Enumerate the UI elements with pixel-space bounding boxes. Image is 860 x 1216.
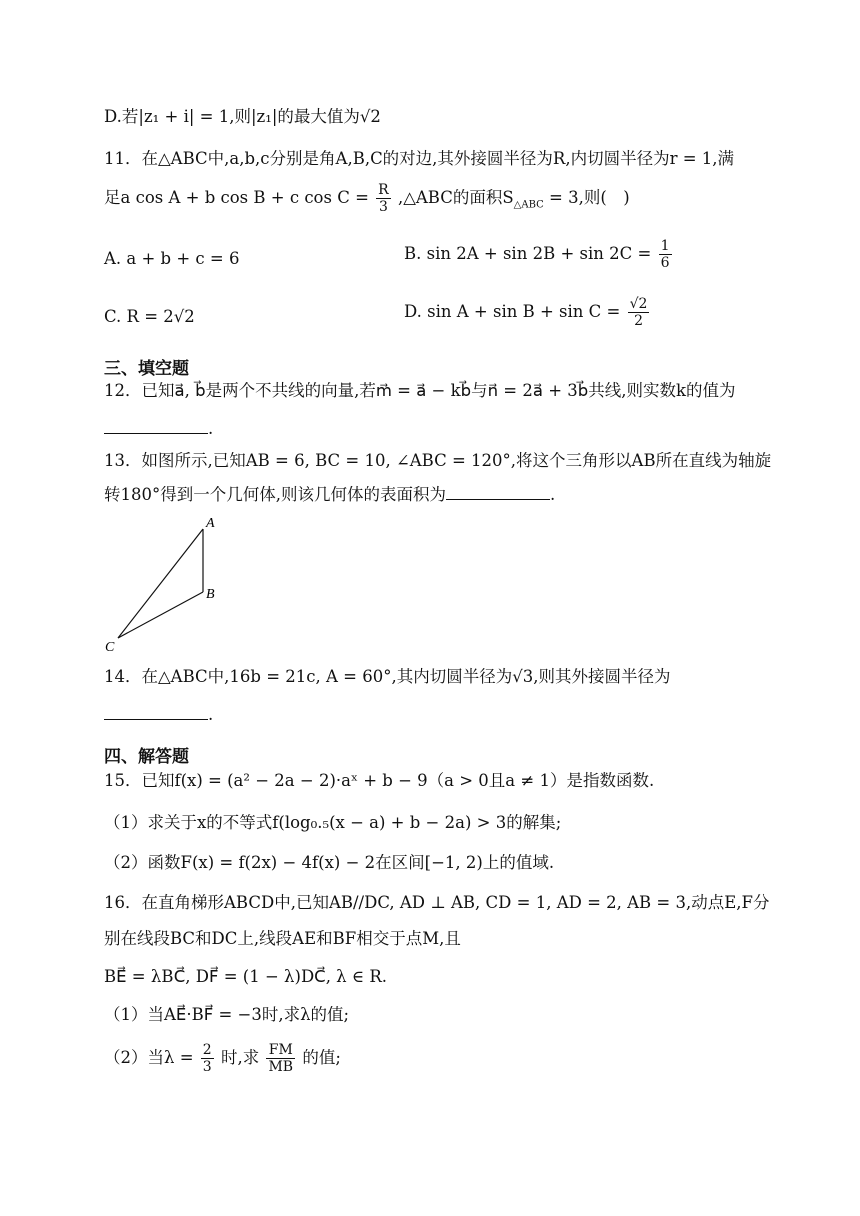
q13-blank (446, 485, 550, 500)
q14-answer-line (104, 704, 213, 726)
segment-ac (118, 529, 203, 638)
q16-stem-line1: 16．在直角梯形ABCD中,已知AB//DC, AD ⊥ AB, CD = 1, AD = 2, AB = 3,动点E,F分 (104, 893, 770, 912)
q11-stem-line1: 11．在△ABC中,a,b,c分别是角A,B,C的对边,其外接圆半径为R,内切圆半径为r = 1,满 (104, 149, 735, 168)
q16-part2-a: （2）当λ = (104, 1048, 194, 1067)
q16-part2-den2: MB (268, 1059, 294, 1075)
q11-option-c: C. R = 2√2 (104, 307, 195, 326)
vertex-label-a: A (206, 516, 215, 531)
q16-stem-line2: 别在线段BC和DC上,线段AE和BF相交于点M,且 (104, 929, 461, 948)
q12-stem: 12．已知a⃗, b⃗是两个不共线的向量,若m⃗ = a⃗ − kb⃗与n⃗ = 2a⃗ + 3b⃗共线,则实数k的值为 (104, 381, 736, 400)
q16-stem-line3: BE⃗ = λBC⃗, DF⃗ = (1 − λ)DC⃗, λ ∈ R. (104, 967, 388, 986)
q14-period: . (208, 705, 214, 724)
q12-blank (104, 419, 208, 434)
q16-part2-den1: 3 (202, 1059, 212, 1075)
q16-part2-fraction-fm-mb (266, 1042, 295, 1075)
q11-option-b-den: 6 (660, 255, 670, 271)
q14-blank (104, 705, 208, 720)
q10-option-d: D.若|z₁ + i| = 1,则|z₁|的最大值为√2 (104, 107, 381, 126)
q11-option-b-text: B. sin 2A + sin 2B + sin 2C = (404, 244, 652, 263)
q16-part2-fraction-lambda (201, 1042, 214, 1075)
q16-part2-b: 时,求 (220, 1048, 260, 1067)
q11-frac-den: 3 (378, 199, 388, 215)
q11-frac-num: R (378, 182, 389, 198)
q11-option-b (404, 238, 674, 271)
q11-option-a: A. a + b + c = 6 (104, 249, 240, 268)
q15-part2: （2）函数F(x) = f(2x) − 4f(x) − 2在区间[−1, 2)上的值域. (104, 853, 555, 872)
q12-answer-line (104, 418, 213, 440)
triangle-figure (104, 514, 234, 654)
q16-part1: （1）当AE⃗·BF⃗ = −3时,求λ的值; (104, 1005, 350, 1024)
q16-part2-num2: FM (266, 1042, 295, 1059)
q11-option-d (404, 296, 651, 329)
q11-option-d-fraction (628, 296, 650, 329)
q11-option-d-den: 2 (634, 313, 643, 329)
q11-stem-line2-a: 足a cos A + b cos B + c cos C = (104, 188, 369, 207)
q14-stem: 14．在△ABC中,16b = 21c, A = 60°,其内切圆半径为√3,则其外接圆半径为 (104, 667, 671, 686)
q11-stem-line2-b: ,△ABC的面积S (397, 188, 514, 207)
q13-period: . (550, 485, 556, 504)
q13-stem-line1: 13．如图所示,已知AB = 6, BC = 10, ∠ABC = 120°,将这个三角形以AB所在直线为轴旋 (104, 451, 772, 470)
q16-part2 (104, 1042, 341, 1075)
q11-option-b-num: 1 (660, 238, 670, 254)
vertex-label-c: C (105, 640, 115, 654)
q13-stem-line2-a: 转180°得到一个几何体,则该几何体的表面积为 (104, 485, 446, 504)
q11-fraction-r-over-3 (376, 182, 391, 215)
q11-stem-line2-c: = 3,则( ) (543, 188, 630, 207)
section-heading-fill-in: 三、填空题 (104, 359, 189, 379)
q11-option-b-fraction (659, 238, 672, 271)
q11-option-d-text: D. sin A + sin B + sin C = (404, 302, 621, 321)
vertex-label-b: B (206, 587, 215, 602)
section-heading-solutions: 四、解答题 (104, 747, 189, 767)
q13-stem-line2 (104, 484, 555, 506)
q15-part1: （1）求关于x的不等式f(log₀.₅(x − a) + b − 2a) > 3的解集; (104, 813, 562, 832)
q16-part2-c: 的值; (302, 1048, 341, 1067)
q11-option-d-num: √2 (629, 296, 648, 312)
q11-area-subscript: △ABC (513, 199, 544, 211)
segment-bc (118, 592, 203, 638)
q12-period: . (208, 419, 214, 438)
q11-stem-line2 (104, 182, 630, 216)
q16-part2-num1: 2 (202, 1042, 212, 1058)
q15-stem: 15．已知f(x) = (a² − 2a − 2)·aˣ + b − 9（a > 0且a ≠ 1）是指数函数. (104, 771, 655, 790)
